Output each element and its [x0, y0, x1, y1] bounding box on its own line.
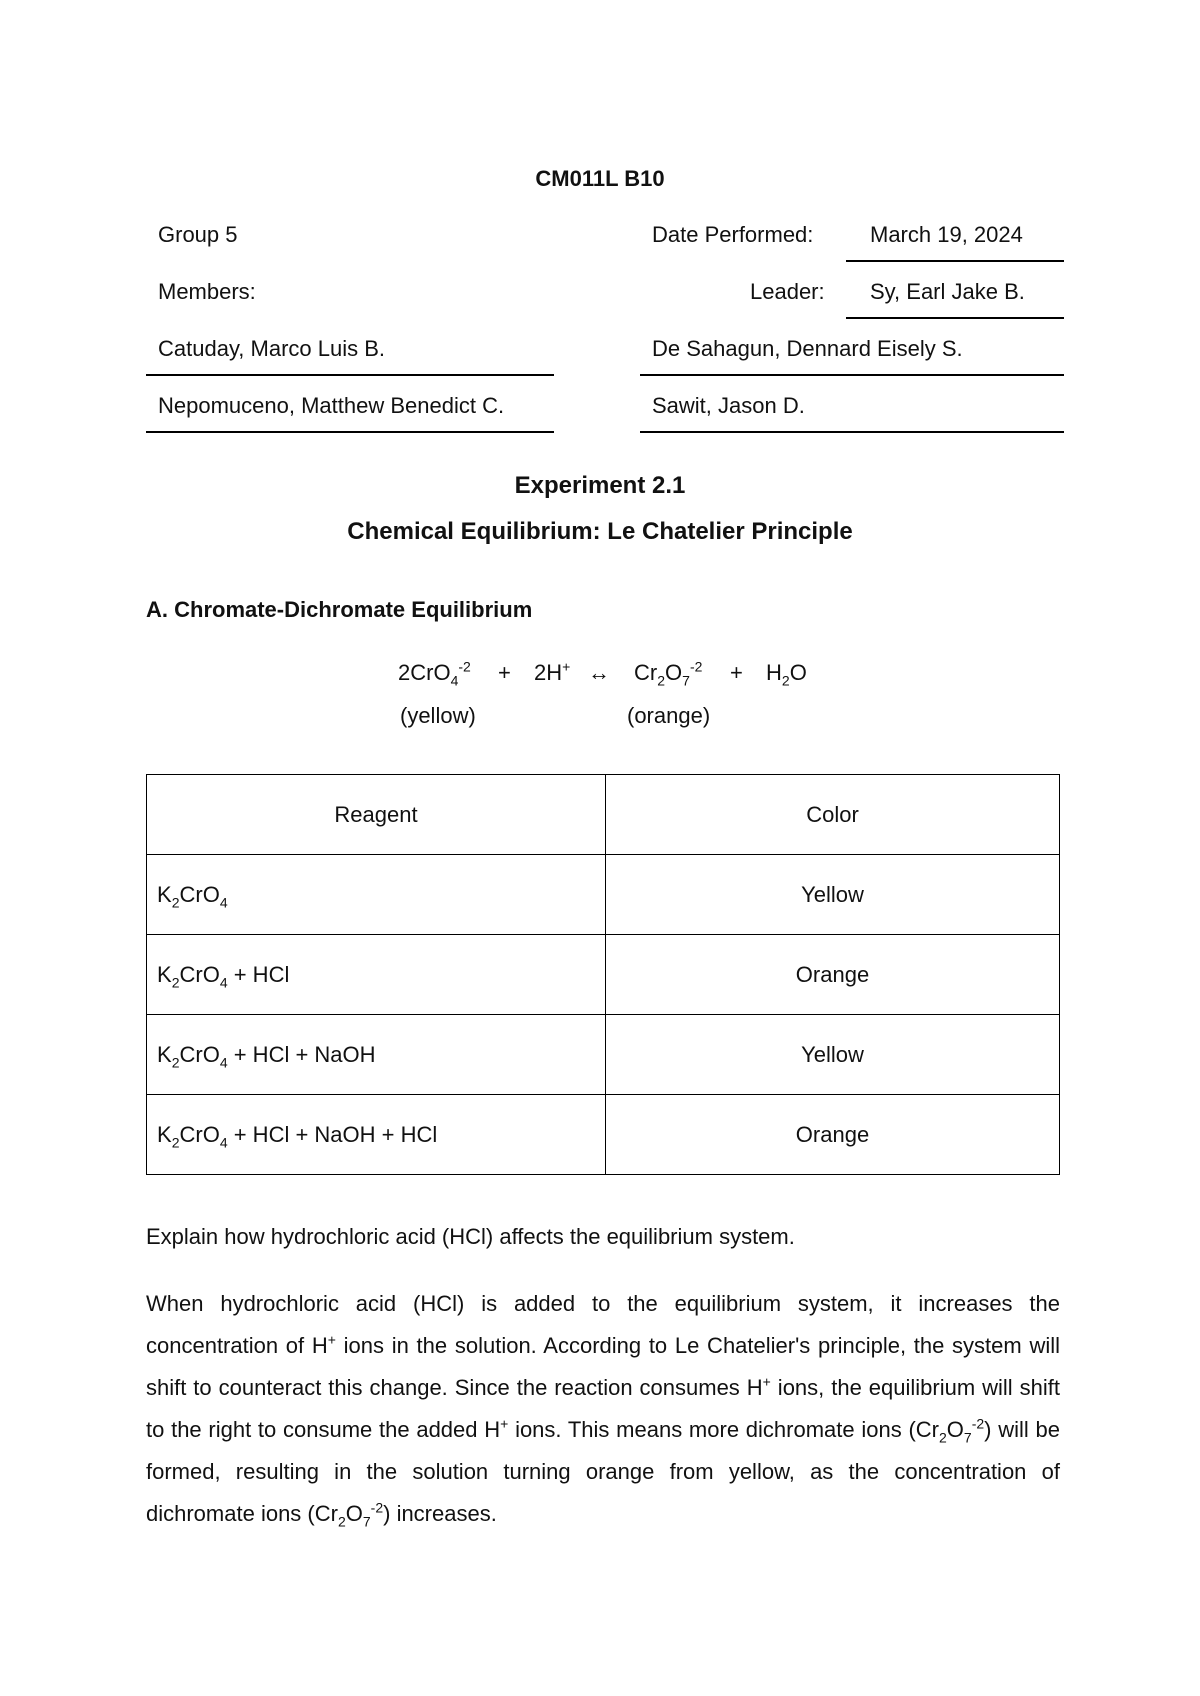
member-name: Nepomuceno, Matthew Benedict C.: [158, 393, 505, 418]
reagent-cell: $K_2CrO_4$: [147, 855, 606, 935]
color-cell: Orange: [606, 1095, 1060, 1175]
member-field-1: [146, 336, 554, 376]
section-heading: A. Chromate-Dichromate Equilibrium: [146, 597, 533, 622]
color-cell: Yellow: [606, 855, 1060, 935]
member-name: Sawit, Jason D.: [652, 393, 805, 418]
table-row: [147, 1015, 1060, 1095]
color-cell: Yellow: [606, 1015, 1060, 1095]
equation-label-yellow: (yellow): [400, 703, 476, 728]
leader-label: Leader:: [750, 279, 825, 304]
equation-label-orange: (orange): [627, 703, 711, 728]
member-name: Catuday, Marco Luis B.: [158, 336, 386, 361]
experiment-subtitle: Chemical Equilibrium: Le Chatelier Principle: [347, 518, 853, 545]
member-field-4: [640, 393, 1064, 433]
date-value: March 19, 2024: [870, 222, 1023, 247]
question-text: Explain how hydrochloric acid (HCl) affects the equilibrium system.: [146, 1224, 795, 1249]
course-code: CM011L B10: [535, 166, 665, 191]
answer-paragraph: When hydrochloric acid (HCl) is added to the equilibrium system, it increases the concentration of H+ ions in the solution. According to Le Chatelier's principle, the system will shift to counteract this change. Since the reaction consumes H+ ions, the equilibrium will shift to the right to consume the added H+ ions. This means more dichromate ions $(Cr_2O_7^{-2})$ will be formed, resulting in the solution turning orange from yellow, as the concentration of dichromate ions $(Cr_2O_7^{-2})$ increases.: [146, 1291, 1060, 1530]
reagent-cell: $K_2CrO_4$ + HCl + NaOH + HCl: [147, 1095, 606, 1175]
date-field: [846, 222, 1064, 262]
table-header-reagent: Reagent: [147, 775, 606, 855]
results-table: [146, 774, 1060, 1175]
date-label: Date Performed:: [652, 222, 814, 247]
equation-reactant-chromate: 2CrO$_4^{-2}$: [398, 658, 471, 689]
member-field-3: [146, 393, 554, 433]
equation-product-dichromate: $Cr_2O_7^{-2}$: [634, 658, 703, 689]
equation-arrow: ↔: [588, 660, 610, 685]
reagent-cell: $K_2CrO_4$ + HCl: [147, 935, 606, 1015]
leader-field: [846, 279, 1064, 319]
color-cell: Orange: [606, 935, 1060, 1015]
equation-plus-2: +: [730, 660, 743, 685]
member-field-2: [640, 336, 1064, 376]
equation-product-water: $H_2O$: [766, 660, 807, 689]
equation-reactant-hydrogen: 2H+: [534, 658, 571, 685]
experiment-title: Experiment 2.1: [514, 472, 686, 499]
members-label: Members:: [158, 279, 256, 304]
group-label: Group 5: [158, 222, 238, 247]
table-row: [147, 1095, 1060, 1175]
table-row: [147, 855, 1060, 935]
leader-value: Sy, Earl Jake B.: [870, 279, 1025, 304]
table-row: [147, 935, 1060, 1015]
member-name: De Sahagun, Dennard Eisely S.: [652, 336, 963, 361]
reagent-cell: $K_2CrO_4$ + HCl + NaOH: [147, 1015, 606, 1095]
equation-plus-1: +: [498, 660, 511, 685]
table-header-row: [147, 775, 1060, 855]
table-header-color: Color: [606, 775, 1060, 855]
